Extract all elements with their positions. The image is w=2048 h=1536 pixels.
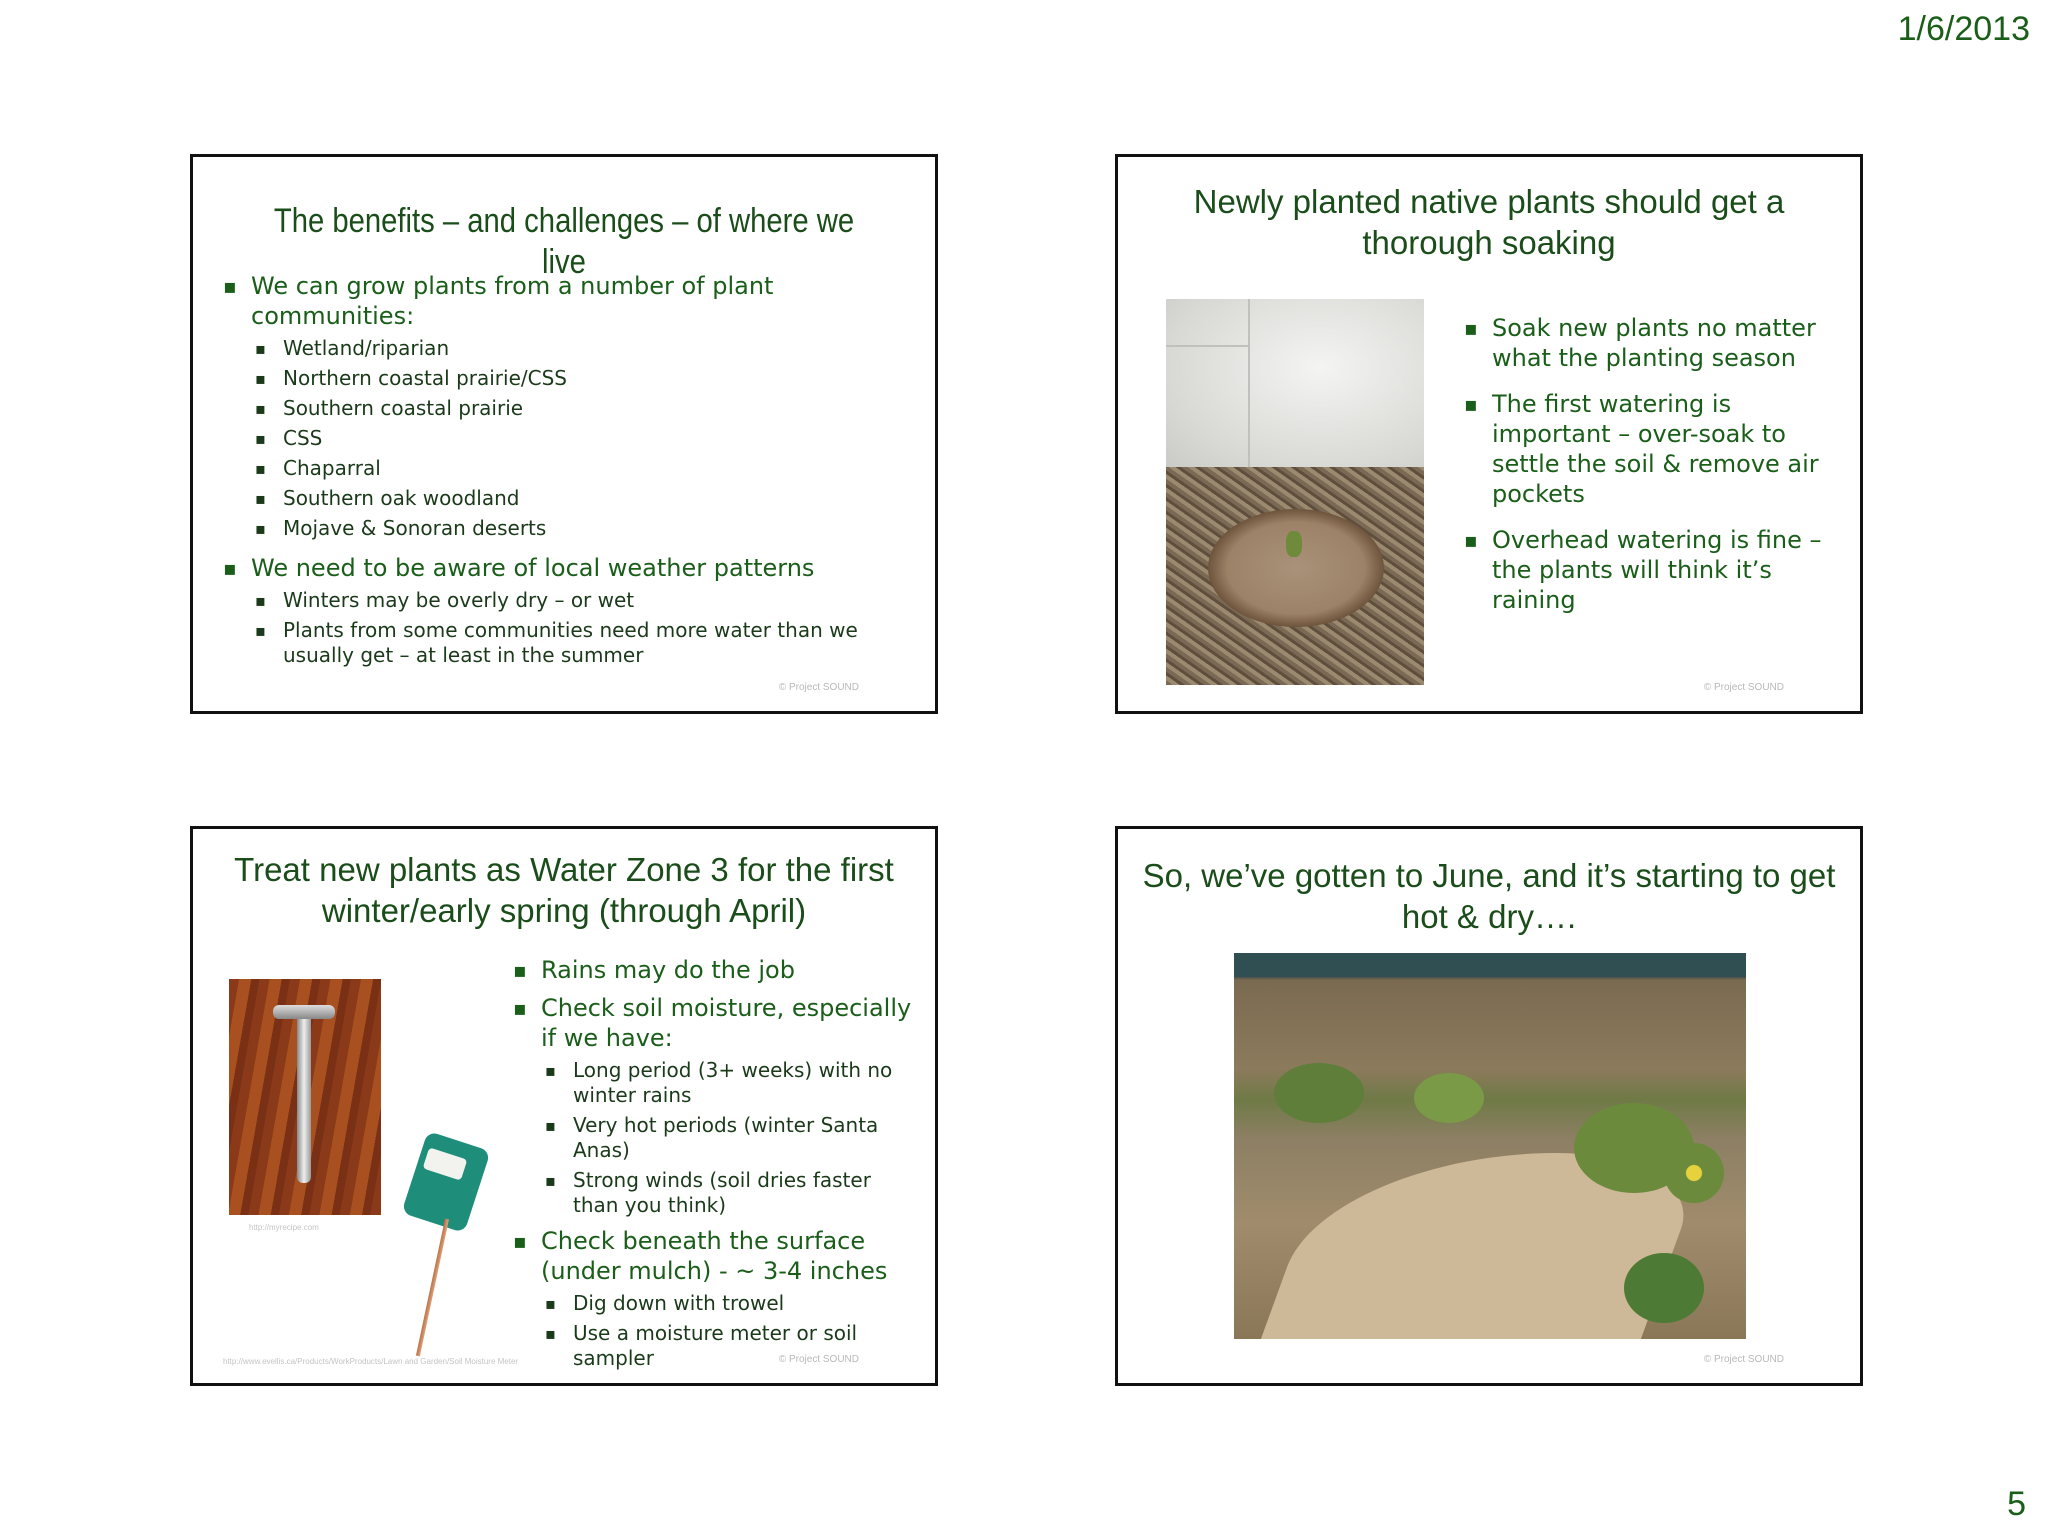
planted-basin-photo	[1166, 299, 1424, 685]
sub-bullet-item: ▪ Dig down with trowel	[545, 1291, 913, 1316]
slide-june-hot-dry[interactable]	[1115, 826, 1863, 1386]
slide-water-zone-3[interactable]	[190, 826, 938, 1386]
bullet-item: ▪ We can grow plants from a number of plant communities:	[223, 271, 913, 331]
slide-benefits-challenges[interactable]	[190, 154, 938, 714]
copyright-label: © Project SOUND	[778, 1354, 859, 1365]
sub-bullet-item: ▪ Strong winds (soil dries faster than you think)	[545, 1168, 913, 1218]
sub-bullet-item: ▪ Use a moisture meter or soil sampler	[545, 1321, 913, 1371]
sub-bullet-item: ▪ Very hot periods (winter Santa Anas)	[545, 1113, 913, 1163]
bullet-item: ▪ Rains may do the job	[513, 955, 913, 985]
sub-bullet-item: ▪ Long period (3+ weeks) with no winter rains	[545, 1058, 913, 1108]
page-date: 1/6/2013	[1897, 10, 2030, 48]
slide-title: So, we’ve gotten to June, and it’s starting to get hot & dry….	[1142, 857, 1836, 935]
slide-title: Treat new plants as Water Zone 3 for the first winter/early spring (through April)	[234, 851, 894, 929]
soil-probe-photo	[229, 979, 381, 1215]
bullet-item: ▪ Overhead watering is fine – the plants will think it’s raining	[1464, 525, 1834, 615]
copyright-label: © Project SOUND	[1703, 682, 1784, 693]
bullet-item: ▪ Check soil moisture, especially if we have:	[513, 993, 913, 1053]
sub-bullet-item: ▪ Mojave & Sonoran deserts	[255, 516, 913, 541]
sub-bullet-item: ▪ CSS	[255, 426, 913, 451]
sub-bullet-item: ▪ Plants from some communities need more water than we usually get – at least in the summer	[255, 618, 913, 668]
sub-bullet-item: ▪ Southern coastal prairie	[255, 396, 913, 421]
sub-bullet-item: ▪ Chaparral	[255, 456, 913, 481]
sub-bullet-item: ▪ Winters may be overly dry – or wet	[255, 588, 913, 613]
page-number: 5	[2007, 1485, 2026, 1523]
bullet-item: ▪ We need to be aware of local weather patterns	[223, 553, 913, 583]
copyright-label: © Project SOUND	[778, 682, 859, 693]
bullet-item: ▪ Check beneath the surface (under mulch) - ~ 3-4 inches	[513, 1226, 913, 1286]
slide-title: Newly planted native plants should get a thorough soaking	[1193, 183, 1785, 261]
bullet-list	[1464, 305, 1834, 615]
image-credit: http://www.evellis.ca/Products/WorkProducts/Lawn and Garden/Soil Moisture Meter	[223, 1357, 519, 1366]
bullet-item: ▪ Soak new plants no matter what the planting season	[1464, 313, 1834, 373]
sub-bullet-item: ▪ Southern oak woodland	[255, 486, 913, 511]
moisture-meter-photo	[383, 1129, 503, 1369]
bullet-list	[513, 947, 913, 1371]
copyright-label: © Project SOUND	[1703, 1354, 1784, 1365]
sub-bullet-item: ▪ Wetland/riparian	[255, 336, 913, 361]
image-credit: http://myrecipe.com	[249, 1223, 319, 1232]
bullet-item: ▪ The first watering is important – over-soak to settle the soil & remove air pockets	[1464, 389, 1834, 509]
slide-thorough-soaking[interactable]	[1115, 154, 1863, 714]
slide-title: The benefits – and challenges – of where we live	[273, 202, 855, 281]
garden-path-photo	[1234, 953, 1746, 1339]
sub-bullet-item: ▪ Northern coastal prairie/CSS	[255, 366, 913, 391]
bullet-list	[223, 263, 913, 668]
